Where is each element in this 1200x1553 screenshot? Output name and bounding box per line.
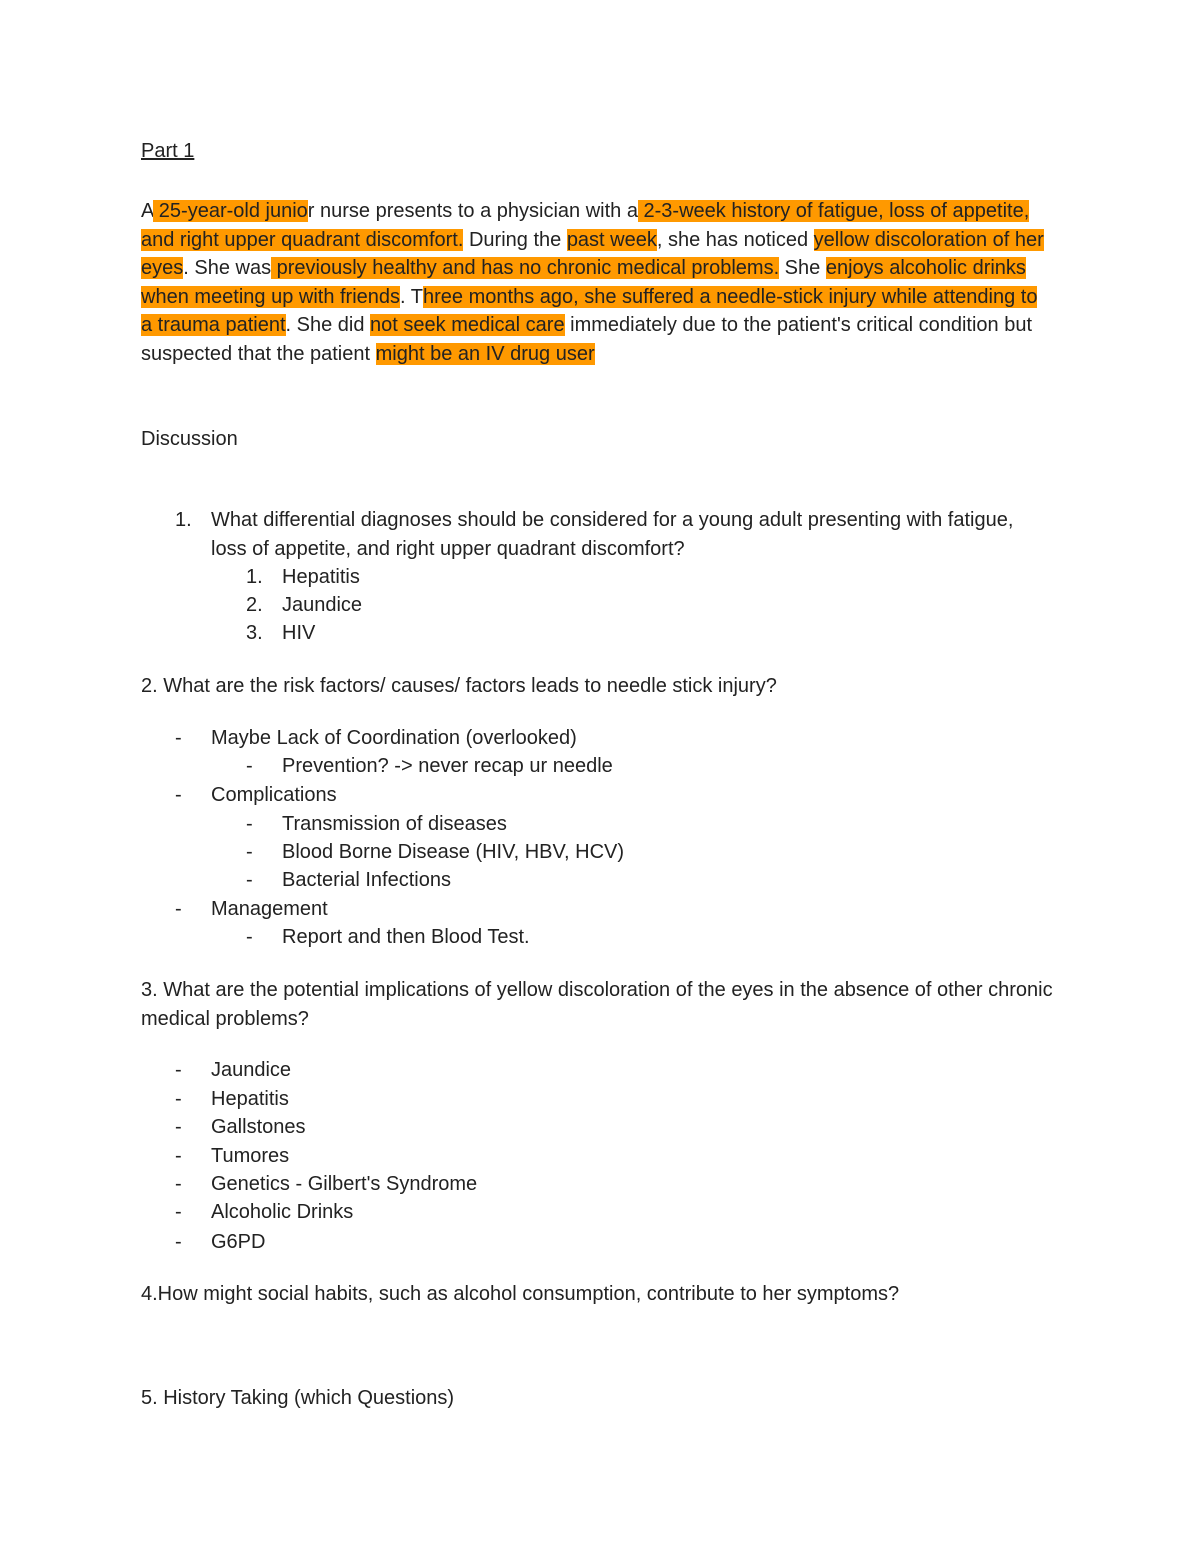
case-highlight: 2-3-week history of fatigue, loss of appetite, and right upper quadrant discomfort. (141, 200, 1030, 251)
list-bullet: - (175, 1116, 182, 1138)
q3-item: G6PD (211, 1231, 266, 1253)
case-segment: . T (400, 285, 424, 308)
list-bullet: - (246, 869, 253, 891)
q2-item: Maybe Lack of Coordination (overlooked) (211, 727, 577, 749)
list-bullet: - (175, 898, 182, 920)
q2-item: Complications (211, 784, 337, 806)
case-segment: r nurse presents to a physician with a (307, 200, 638, 222)
q1-number: 1. (175, 509, 192, 531)
q3-text: 3. What are the potential implications of yellow discoloration of the eyes in the absence of other chronic medical problems? (141, 979, 1053, 1030)
q1-answer-number: 1. (246, 566, 263, 588)
list-bullet: - (175, 1145, 182, 1167)
case-highlight: 25-year-old junio (153, 200, 308, 222)
list-bullet: - (246, 755, 253, 777)
q3-item: Alcoholic Drinks (211, 1201, 354, 1223)
list-bullet: - (246, 841, 253, 863)
case-segment: A (141, 200, 154, 222)
list-bullet: - (175, 1059, 182, 1081)
case-paragraph (141, 197, 1051, 369)
case-highlight: not seek medical care (370, 314, 565, 337)
case-highlight: might be an IV drug user (375, 342, 595, 365)
list-bullet: - (175, 727, 182, 749)
q1-answer-number: 2. (246, 594, 263, 616)
case-segment: During the (463, 228, 567, 251)
q3-item: Hepatitis (211, 1088, 289, 1110)
q3-item: Gallstones (211, 1116, 306, 1138)
list-bullet: - (246, 813, 253, 835)
discussion-heading: Discussion (141, 428, 238, 450)
list-bullet: - (175, 1231, 182, 1253)
list-bullet: - (246, 926, 253, 948)
list-bullet: - (175, 784, 182, 806)
q2-subitem: Bacterial Infections (282, 869, 451, 891)
case-segment: . She did (285, 314, 371, 337)
case-segment: , she has noticed (656, 228, 814, 251)
part-title: Part 1 (141, 140, 195, 162)
case-highlight: enjoys alcoholic drinks when meeting up with friends (141, 257, 1026, 308)
case-highlight: hree months ago, she suffered a needle-stick injury while attending to a trauma patient (141, 285, 1038, 337)
q2-text: 2. What are the risk factors/ causes/ factors leads to needle stick injury? (141, 675, 777, 697)
case-segment: immediately due to the patient's critical condition but suspected that the patient (141, 314, 1032, 365)
list-bullet: - (175, 1173, 182, 1195)
q2-subitem: Prevention? -> never recap ur needle (282, 755, 613, 777)
question-4: 4.How might social habits, such as alcohol consumption, contribute to her symptoms? (141, 1283, 900, 1305)
q1-answer: Hepatitis (282, 566, 360, 588)
list-bullet: - (175, 1201, 182, 1223)
q2-subitem: Blood Borne Disease (HIV, HBV, HCV) (282, 841, 625, 863)
q1-answer: Jaundice (282, 594, 363, 616)
case-segment: She (779, 257, 826, 280)
case-highlight: previously healthy and has no chronic medical problems. (271, 257, 780, 280)
q1-text: What differential diagnoses should be considered for a young adult presenting with fatigue, loss of appetite, and right upper quadrant discomfort? (211, 509, 1014, 560)
list-bullet: - (175, 1088, 182, 1110)
question-5: 5. History Taking (which Questions) (141, 1387, 455, 1409)
q1-answer: HIV (282, 622, 316, 644)
case-segment: . She was (183, 257, 272, 280)
q2-subitem: Transmission of diseases (282, 813, 507, 835)
q3-item: Jaundice (211, 1059, 292, 1081)
case-highlight: past week (566, 228, 657, 251)
q2-item: Management (211, 898, 328, 920)
case-highlight: yellow discoloration of her eyes (141, 228, 1044, 280)
q1-answer-number: 3. (246, 622, 263, 644)
q3-item: Genetics - Gilbert's Syndrome (211, 1173, 478, 1195)
q2-subitem: Report and then Blood Test. (282, 926, 530, 948)
q3-item: Tumores (211, 1145, 290, 1167)
